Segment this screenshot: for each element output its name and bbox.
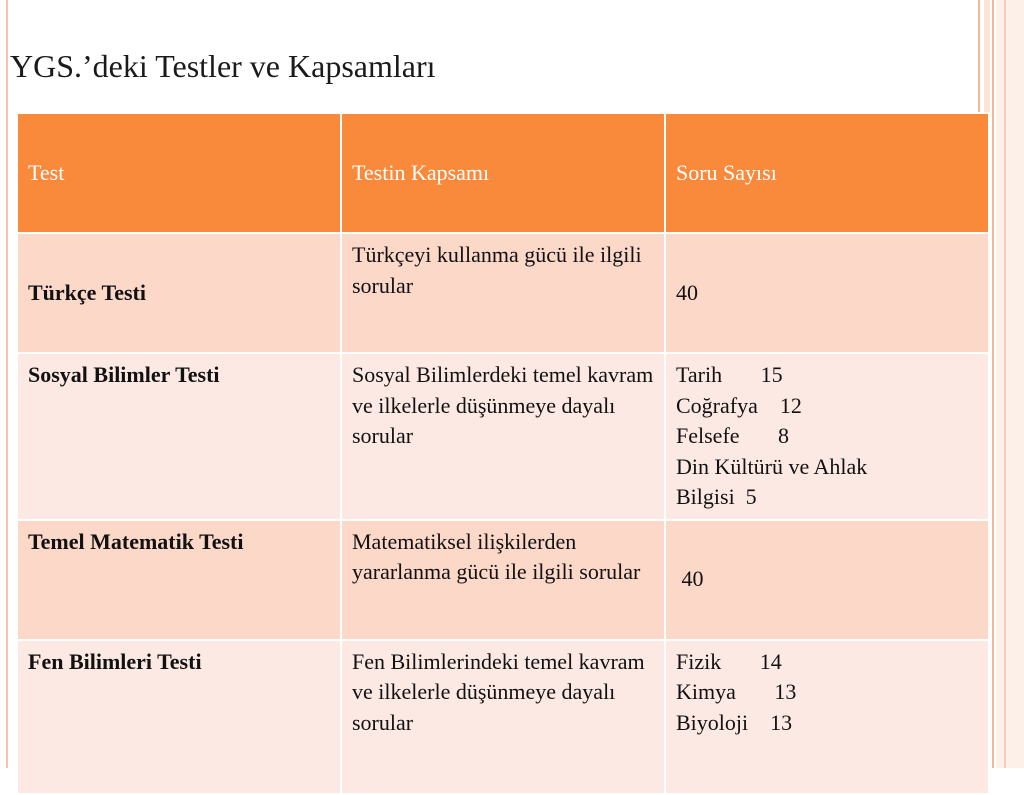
question-count-cell [665,353,989,520]
question-count-cell [665,520,989,640]
test-scope-cell: Sosyal Bilimlerdeki temel kavram ve ilkelerle düşünmeye dayalı sorular [341,353,665,520]
question-count-line: Felsefe 8 [676,423,790,448]
test-name-cell: Türkçe Testi [17,233,341,353]
right-decorative-stripe [992,0,994,768]
question-count-line: 40 [676,279,698,305]
question-count-line: Biyoloji 13 [676,709,793,735]
test-scope-cell: Matematiksel ilişkilerden yararlanma gücü ile ilgili sorular [341,520,665,640]
test-name-cell: Sosyal Bilimler Testi [17,353,341,520]
test-scope-cell: Türkçeyi kullanma gücü ile ilgili sorular [341,233,665,353]
header-scope: Testin Kapsamı [341,113,665,233]
table-row [17,640,989,794]
question-count-line: Bilgisi 5 [676,484,757,509]
question-count-line: Tarih 15 [676,362,783,387]
question-count-cell [665,640,989,794]
header-test: Test [17,113,341,233]
table-row [17,353,989,520]
question-count-line: Coğrafya 12 [676,392,802,418]
test-scope-cell: Fen Bilimlerindeki temel kavram ve ilkelerle düşünmeye dayalı sorular [341,640,665,794]
question-count-line: Din Kültürü ve Ahlak [676,453,868,479]
table-row [17,233,989,353]
question-count-line: 40 [676,566,704,592]
test-name-cell: Fen Bilimleri Testi [17,640,341,794]
table-row [17,520,989,640]
tests-table [16,112,990,795]
table-header-row [17,113,989,233]
right-decorative-stripe [996,0,1024,768]
question-count-line: Kimya 13 [676,679,797,704]
test-name-cell: Temel Matematik Testi [17,520,341,640]
header-question-count: Soru Sayısı [665,113,989,233]
left-decorative-rule [6,0,8,768]
question-count-cell [665,233,989,353]
question-count-line: Fizik 14 [676,648,782,674]
right-decorative-stripe [1004,0,1006,768]
slide-title: YGS.’deki Testler ve Kapsamları [10,48,436,84]
